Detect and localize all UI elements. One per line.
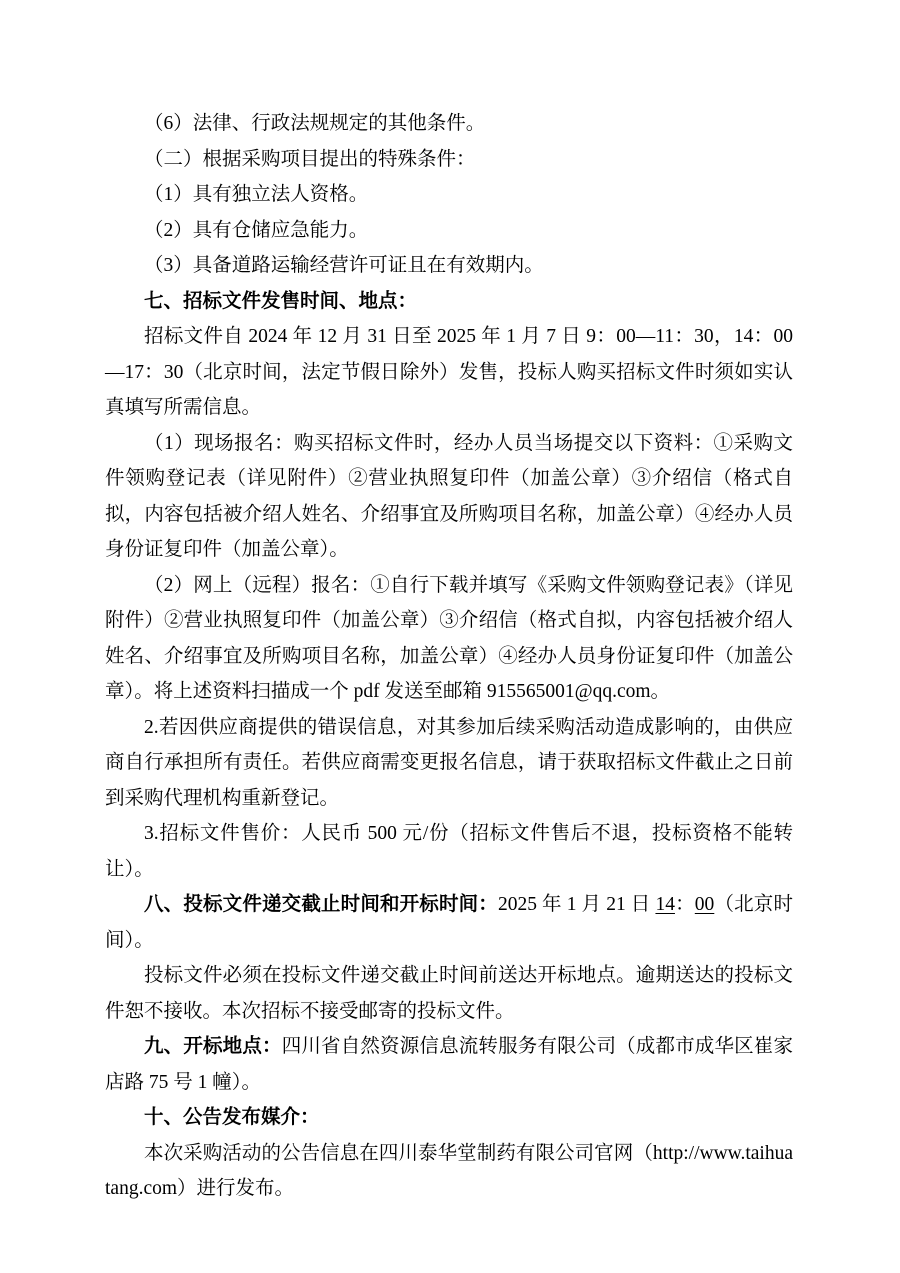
text-run: （二）根据采购项目提出的特殊条件： xyxy=(144,148,476,170)
text-run: （1）具有独立法人资格。 xyxy=(144,184,369,205)
text-run: （北京时间）。 xyxy=(105,894,793,951)
text-run: 本次采购活动的公告信息在四川泰华堂制药有限公司官网（http://www.taihuatang.com）进行发布。 xyxy=(105,1142,793,1199)
text-run: 2025 年 1 月 21 日 xyxy=(497,894,656,915)
text-run: 四川省自然资源信息流转服务有限公司（成都市成华区崔家店路 75 号 1 幢）。 xyxy=(105,1036,793,1093)
onsite-registration xyxy=(105,426,793,568)
submission-requirement xyxy=(105,958,793,1029)
section-10-heading xyxy=(105,1100,793,1136)
section-8-deadline xyxy=(105,887,793,958)
text-run: 投标文件必须在投标文件递交截止时间前送达开标地点。逾期送达的投标文件恕不接收。本次招标不接受邮寄的投标文件。 xyxy=(105,965,793,1022)
text-run: （3）具备道路运输经营许可证且在有效期内。 xyxy=(144,255,544,276)
text-run: 3.招标文件售价：人民币 500 元/份（招标文件售后不退，投标资格不能转让）。 xyxy=(105,823,793,880)
special-condition-3 xyxy=(105,248,793,284)
bold-text-run: 七、招标文件发售时间、地点： xyxy=(144,290,418,312)
document-body xyxy=(105,106,793,1207)
text-run: （1）现场报名：购买招标文件时，经办人员当场提交以下资料：①采购文件领购登记表（详见附件）②营业执照复印件（加盖公章）③介绍信（格式自拟，内容包括被介绍人姓名、介绍事宜及所购项目名称，加盖公章）④经办人员身份证复印件（加盖公章）。 xyxy=(105,432,793,560)
text-run: 2.若因供应商提供的错误信息，对其参加后续采购活动造成影响的，由供应商自行承担所有责任。若供应商需变更报名信息，请于获取招标文件截止之日前到采购代理机构重新登记。 xyxy=(105,716,793,809)
wrong-info-liability xyxy=(105,710,793,817)
text-run: 招标文件自 2024 年 12 月 31 日至 2025 年 1 月 7 日 9：00—11：30，14：00—17：30（北京时间，法定节假日除外）发售，投标人购买招标文件时须如实认真填写所需信息。 xyxy=(105,326,793,418)
underlined-text-run: 00 xyxy=(694,894,715,915)
document-price xyxy=(105,816,793,887)
text-run: （2）具有仓储应急能力。 xyxy=(144,219,369,241)
special-conditions-heading xyxy=(105,142,793,178)
special-condition-2 xyxy=(105,213,793,249)
section-9-opening-location xyxy=(105,1029,793,1100)
underlined-text-run: 14 xyxy=(655,894,675,915)
bold-text-run: 十、公告发布媒介： xyxy=(144,1107,320,1128)
special-condition-1 xyxy=(105,177,793,213)
section-7-heading xyxy=(105,284,793,320)
text-run: （6）法律、行政法规规定的其他条件。 xyxy=(144,113,486,134)
online-registration xyxy=(105,568,793,710)
section-10-media xyxy=(105,1136,793,1207)
section-7-sale-time xyxy=(105,319,793,426)
bold-text-run: 八、投标文件递交截止时间和开标时间： xyxy=(144,894,498,915)
text-run: ： xyxy=(674,894,695,915)
general-condition-6 xyxy=(105,106,793,142)
text-run: （2）网上（远程）报名：①自行下载并填写《采购文件领购登记表》（详见附件）②营业执照复印件（加盖公章）③介绍信（格式自拟，内容包括被介绍人姓名、介绍事宜及所购项目名称，加盖公章）④经办人员身份证复印件（加盖公章）。将上述资料扫描成一个 pdf 发送至邮箱 915565001@qq.com。 xyxy=(105,574,793,702)
bold-text-run: 九、开标地点： xyxy=(144,1036,282,1057)
